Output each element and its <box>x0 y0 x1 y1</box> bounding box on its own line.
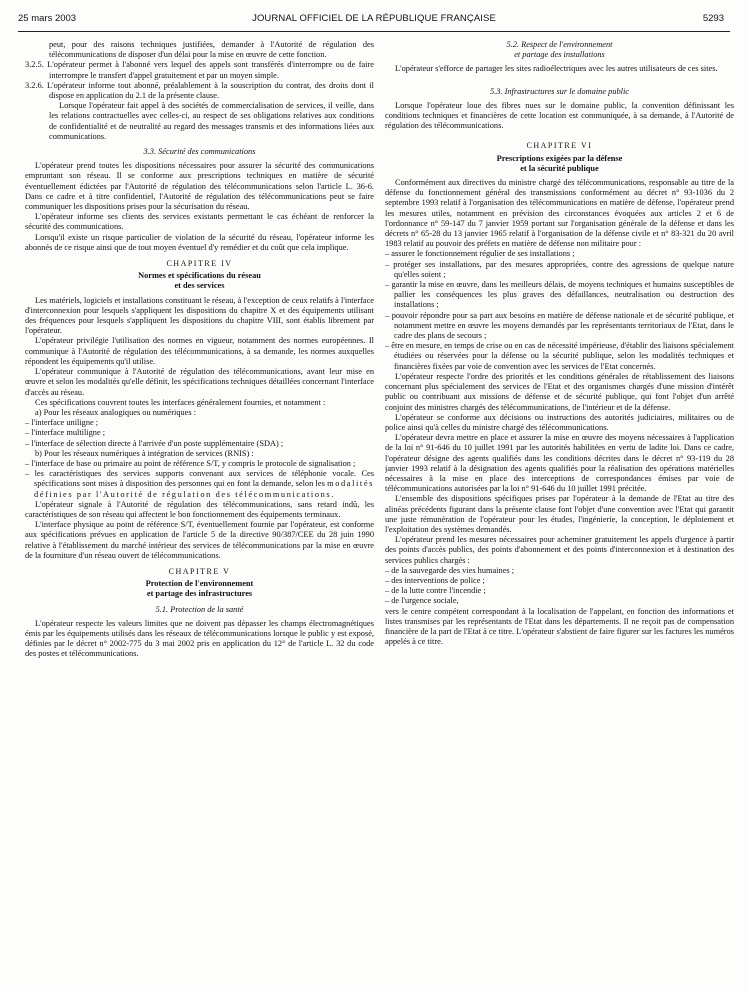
header-date: 25 mars 2003 <box>18 13 77 24</box>
paragraph: Ces spécifications couvrent toutes les interfaces généralement fournies, et notamment : <box>35 397 326 407</box>
paragraph: vers le centre compétent correspondant à la localisation de l'appelant, en fonction des informations et listes transmises par les représentants de l'Etat dans les départements. Il ne reçoit pas de compensation financière de la part de l'Etat à ce titre. L'opérateur s'abstient de faire figurer sur les factures les numéros appelés à ce titre. <box>385 606 734 647</box>
header-title: JOURNAL OFFICIEL DE LA RÉPUBLIQUE FRANÇAISE <box>252 13 496 24</box>
list-item: – assurer le fonctionnement régulier de ses installations ; <box>385 249 575 259</box>
section-heading-3-3: 3.3. Sécurité des communications <box>143 147 256 157</box>
paragraph: peut, pour des raisons techniques justifiées, demander à l'Autorité de régulation des télécommunications de disposer d'un délai pour la mise en œuvre de cette fonction. <box>49 40 374 60</box>
paragraph: Lorsque l'opérateur fait appel à des sociétés de commercialisation de services, il veille, dans les relations contractuelles avec celles-ci, au respect de ses obligations relatives aux conditions de confidentialité et de neutralité au regard des messages transmis et des informations liées aux communications. <box>49 101 374 141</box>
list-item: – les caractéristiques des services supports convenant aux services de téléphonie vocale. Ces spécifications sont mises à disposition des personnes qui en font la demande, selon les modalités définies par l'Autorité de régulation des télécommunications. <box>25 469 374 499</box>
list-item: – l'interface multiligne ; <box>25 428 106 438</box>
chapter-title-6: Prescriptions exigées par la défense et la sécurité publique <box>496 153 623 173</box>
list-item: – de la lutte contre l'incendie ; <box>385 586 486 596</box>
paragraph: Lorsque l'opérateur loue des fibres nues sur le domaine public, la convention définissant les conditions techniques et financières de cette location est communiquée, à sa demande, à l'Autorité de régulation des télécommunications. <box>385 100 734 131</box>
list-item: – l'interface uniligne ; <box>25 418 99 428</box>
section-heading-5-1: 5.1. Protection de la santé <box>155 604 244 614</box>
clause-3-2-6: 3.2.6. L'opérateur informe tout abonné, préalablement à la souscription du contrat, des droits dont il dispose en application du 2.1 de la présente clause. <box>25 80 374 101</box>
paragraph: Conformément aux directives du ministre chargé des télécommunications, responsable au titre de la défense du fonctionnement général des transmissions conformément au décret n° 93-1036 du 2 septembre 1993 relatif à l'organisation des télécommunications en matière de défense, l'opérateur prend les mesures utiles, notamment en prévision des circonstances évoquées aux articles 2 et 6 de l'ordonnance n° 59-147 du 7 janvier 1959 portant sur l'organisation générale de la défense et dans les décrets n° 65-28 du 13 janvier 1965 relatif à l'organisation de la défense civile et n° 83-321 du 20 avril 1983 relatif au pouvoir des préfets en matière de défense non militaire pour : <box>385 178 734 249</box>
list-item: – des interventions de police ; <box>385 575 485 585</box>
paragraph: Les matériels, logiciels et installations constituant le réseau, à l'exception de ceux relatifs à l'interface d'interconnexion pour lesquels s'appliquent les dispositions du chapitre X et des équipements utilisant des fréquences pour lesquels s'appliquent les dispositions du chapitre VIII, sont établis librement par l'opérateur. <box>25 295 374 336</box>
right-column <box>385 40 734 980</box>
paragraph: L'opérateur s'efforce de partager les sites radioélectriques avec les autres utilisateurs de ces sites. <box>395 64 718 74</box>
chapter-heading-6: CHAPITRE VI <box>526 141 593 151</box>
paragraph: Lorsqu'il existe un risque particulier de violation de la sécurité du réseau, l'opérateur informe les abonnés de ce risque ainsi que de tout moyen éventuel d'y remédier et du coût que cela implique. <box>25 232 374 252</box>
list-heading-b: b) Pour les réseaux numériques à intégration de services (RNIS) : <box>35 448 254 458</box>
paragraph: L'opérateur prend les mesures nécessaires pour acheminer gratuitement les appels d'urgence à partir des points d'accès publics, des points d'abonnement et des points d'interconnexion et à destination des services publics chargés : <box>385 535 734 565</box>
left-column <box>25 40 374 980</box>
paragraph: L'ensemble des dispositions spécifiques prises par l'opérateur à la demande de l'Etat au titre des alinéas précédents figurant dans la présente clause font l'objet d'une convention avec l'Etat qui garantit une juste rémunération de l'opérateur pour les études, l'ingénierie, la conception, le déploiement et l'exploitation des systèmes demandés. <box>385 494 734 534</box>
list-item: – être en mesure, en temps de crise ou en cas de nécessité impérieuse, d'établir des liaisons spécialement étudiées ou réservées pour la défense ou la sécurité publique, selon les modalités techniques et financières fixées par voie de convention avec les services de l'Etat concernés. <box>385 341 734 371</box>
list-item: – de la sauvegarde des vies humaines ; <box>385 565 515 575</box>
list-item: – l'interface de base ou primaire au point de référence S/T, y compris le protocole de signalisation ; <box>25 458 356 468</box>
chapter-title-4: Normes et spécifications du réseau et des services <box>138 271 261 291</box>
paragraph: L'opérateur informe ses clients des services existants permettant le cas échéant de renforcer la sécurité des communications. <box>25 212 374 232</box>
list-heading-a: a) Pour les réseaux analogiques ou numériques : <box>35 407 197 417</box>
list-item: – garantir la mise en œuvre, dans les meilleurs délais, de moyens techniques et humains susceptibles de pallier les conséquences les plus graves des défaillances, neutralisation ou destruction des installations ; <box>385 280 734 310</box>
paragraph: L'opérateur se conforme aux décisions ou instructions des autorités judiciaires, militaires ou de police ainsi qu'à celles du ministre chargé des télécommunications. <box>385 412 734 432</box>
section-heading-5-2: 5.2. Respect de l'environnement et partage des installations <box>506 40 613 60</box>
header-rule <box>18 31 730 32</box>
clause-3-2-5: 3.2.5. L'opérateur permet à l'abonné vers lequel des appels sont transférés d'interrompre ou de faire interrompre le transfert d'appel gratuitement et par un moyen simple. <box>25 60 374 80</box>
paragraph: L'opérateur prend toutes les dispositions nécessaires pour assurer la sécurité des communications empruntant son réseau. Il se conforme aux prescriptions techniques en matière de sécurité éventuellement édictées par l'Autorité de régulation des télécommunications selon l'article L. 36-6. Dans ce cadre et à titre confidentiel, l'Autorité de régulation des télécommunications peut se faire communiquer les dispositions prises pour la sécurisation du réseau. <box>25 161 374 212</box>
paragraph: L'opérateur respecte les valeurs limites que ne doivent pas dépasser les champs électromagnétiques émis par les équipements utilisés dans les réseaux de télécommunications lorsque le public y est exposé, définies par le décret n° 2002-775 du 3 mai 2002 pris en application du 12° de l'article L. 32 du code des postes et télécommunications. <box>25 618 374 659</box>
list-item: – l'interface de sélection directe à l'arrivée d'un poste supplémentaire (SDA) ; <box>25 438 284 448</box>
paragraph: L'opérateur communique à l'Autorité de régulation des télécommunications, avant leur mise en œuvre et selon les modalités qu'elle définit, les spécifications techniques détaillées concernant l'interface d'accès au réseau. <box>25 367 374 397</box>
paragraph: L'opérateur signale à l'Autorité de régulation des télécommunications, sans retard indû, les caractéristiques de son réseau qui affectent le bon fonctionnement des équipements terminaux. <box>25 499 374 519</box>
header-page-number: 5293 <box>702 13 724 24</box>
page-header <box>0 0 748 30</box>
paragraph: L'opérateur devra mettre en place et assurer la mise en œuvre des moyens nécessaires à l'application de la loi n° 91-646 du 10 juillet 1991 par les autorités habilitées en vertu de ladite loi. Dans ce cadre, l'opérateur désigne des agents qualifiés dans les conditions décrites dans le décret n° 93-119 du 28 janvier 1993 relatif à la désignation des agents qualifiés pour la réalisation des opérations matérielles nécessaires à la mise en place des interceptions de correspondances émises par voie de télécommunications autorisées par la loi n° 91-646 du 10 juillet 1991 précitée. <box>385 433 734 494</box>
paragraph: L'opérateur privilégie l'utilisation des normes en vigueur, notamment des normes européennes. Il communique à l'Autorité de régulation des télécommunications, à sa demande, les normes auxquelles répondent les équipements qu'il utilise. <box>25 336 374 366</box>
list-item: – protéger ses installations, par des mesures appropriées, contre des agressions de quelque nature qu'elles soient ; <box>385 259 734 279</box>
paragraph: L'interface physique au point de référence S/T, éventuellement fournie par l'opérateur, est conforme aux spécifications prévues en application de l'article 5 de la directive 90/387/CEE du 28 juin 1990 relative à l'établissement du marché intérieur des services de télécommunications par la mise en œuvre de la fourniture d'un réseau ouvert de télécommunications. <box>25 520 374 560</box>
list-item: – de l'urgence sociale, <box>385 596 459 606</box>
chapter-title-5: Protection de l'environnement et partage des infrastructures <box>145 579 254 599</box>
paragraph: L'opérateur respecte l'ordre des priorités et les conditions générales de rétablissement des liaisons concernant plus spécialement des services de l'Etat et des organismes chargés d'une mission d'intérêt public ou contribuant aux missions de défense et de sécurité publique, qui font l'objet d'un arrêté conjoint des ministres chargés des télécommunications, de l'intérieur et de la défense. <box>385 371 734 412</box>
section-heading-5-3: 5.3. Infrastructures sur le domaine public <box>490 86 629 96</box>
list-item: – pouvoir répondre pour sa part aux besoins en matière de défense nationale et de sécurité publique, et notamment mettre en œuvre les moyens demandés par les représentants territoriaux de l'Etat, dans le cadre des plans de secours ; <box>385 310 734 341</box>
chapter-heading-4: CHAPITRE IV <box>166 259 233 269</box>
chapter-heading-5: CHAPITRE V <box>168 566 231 576</box>
